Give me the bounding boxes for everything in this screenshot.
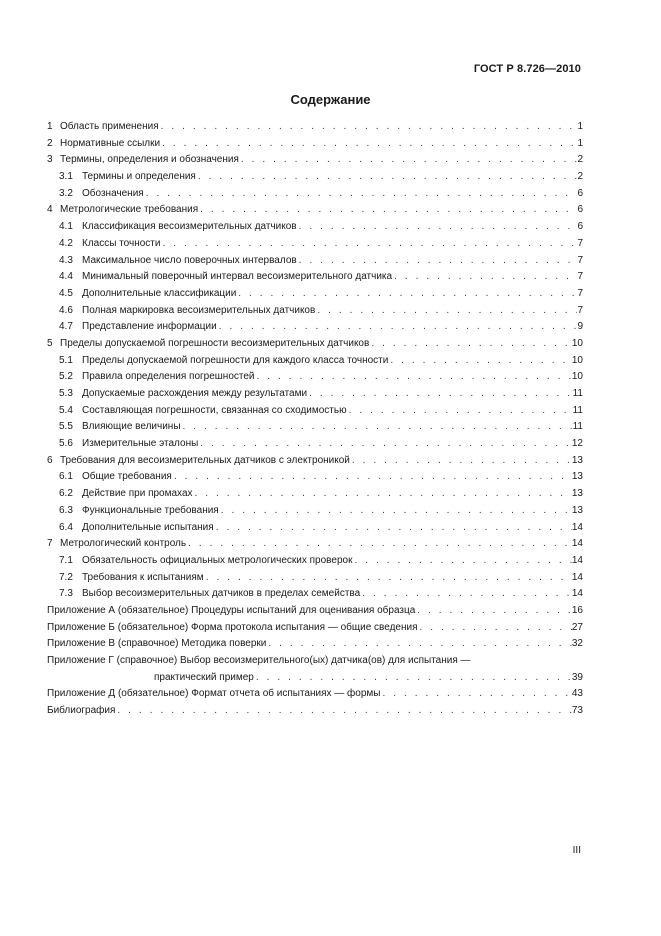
toc-entry-page: 2 (577, 154, 583, 166)
toc-entry-title: Приложение Д (обязательное) Формат отчета об испытаниях — формы (47, 688, 381, 699)
toc-entry-title: Пределы допускаемой погрешности весоизмерительных датчиков (60, 337, 370, 349)
toc-leader-dots (214, 520, 572, 537)
toc-entry-number: 6.4 (59, 521, 73, 533)
toc-entry-page: 6 (577, 221, 583, 233)
toc-entry-page: 14 (571, 538, 583, 550)
toc-row (47, 636, 583, 653)
toc-entry-number: 2 (47, 137, 53, 149)
toc-entry-title: Выбор весоизмерительных датчиков в пределах семейства (82, 588, 361, 600)
toc-entry-number: 3.2 (59, 187, 73, 199)
toc-row (59, 403, 583, 420)
toc-entry-title: Приложение Г (справочное) Выбор весоизмерительного(ых) датчика(ов) для испытания — (47, 655, 471, 666)
toc-entry[interactable] (47, 653, 583, 686)
toc-row (59, 269, 583, 286)
toc-entry-title: Составляющая погрешности, связанная со сходимостью (82, 404, 347, 416)
toc-entry[interactable] (47, 486, 583, 503)
toc-entry-number: 6.2 (59, 488, 73, 500)
toc-entry-number: 6.3 (59, 504, 73, 516)
toc-entry-page: 6 (577, 187, 583, 199)
toc-leader-dots (186, 536, 572, 553)
toc-entry[interactable] (47, 453, 583, 470)
toc-entry-title: Термины, определения и обозначения (60, 154, 239, 166)
toc-row (47, 152, 583, 169)
toc-entry-title: Приложение Б (обязательное) Форма протокола испытания — общие сведения (47, 621, 418, 633)
toc-entry-page: 39 (571, 672, 583, 683)
table-of-contents (47, 119, 583, 719)
toc-row (59, 186, 583, 203)
toc-leader-dots (380, 686, 571, 703)
toc-leader-dots (159, 119, 578, 136)
toc-entry-number: 7.3 (59, 588, 73, 600)
toc-leader-dots (181, 419, 573, 436)
toc-entry-page: 32 (571, 638, 583, 650)
toc-entry-title: Область применения (60, 121, 159, 132)
toc-entry[interactable] (47, 570, 583, 587)
toc-row (47, 536, 583, 553)
document-code: ГОСТ Р 8.726—2010 (473, 63, 581, 75)
toc-entry-number: 3.1 (59, 171, 73, 183)
toc-entry[interactable] (47, 119, 583, 136)
toc-leader-dots (193, 486, 572, 503)
toc-entry[interactable] (47, 202, 583, 219)
toc-entry-page: 10 (571, 371, 583, 383)
toc-entry-title-continued: практический пример (154, 672, 254, 683)
toc-entry-number: 5.5 (59, 421, 73, 433)
toc-entry-page: 13 (571, 471, 583, 483)
toc-entry-page: 9 (577, 321, 583, 333)
toc-entry[interactable] (47, 553, 583, 570)
toc-entry-page: 13 (571, 504, 583, 516)
toc-leader-dots (350, 453, 572, 470)
toc-entry-number: 4.6 (59, 304, 73, 316)
toc-leader-dots (266, 636, 572, 653)
toc-entry-title: Влияющие величины (82, 421, 181, 433)
toc-entry-page: 1 (577, 137, 583, 149)
toc-entry-title: Функциональные требования (82, 504, 219, 516)
toc-row (59, 436, 583, 453)
toc-entry-page: 7 (577, 254, 583, 266)
toc-entry[interactable] (47, 620, 583, 637)
toc-entry-page: 14 (571, 588, 583, 600)
toc-entry-title: Дополнительные испытания (82, 521, 214, 533)
toc-entry-number: 5.6 (59, 438, 73, 450)
toc-entry-number: 4.5 (59, 287, 73, 299)
toc-row (47, 686, 583, 703)
toc-entry-title: Минимальный поверочный интервал весоизмерительного датчика (82, 271, 393, 283)
toc-entry[interactable] (47, 219, 583, 236)
toc-leader-dots (254, 669, 572, 686)
toc-row (47, 119, 583, 136)
toc-entry-page: 14 (571, 521, 583, 533)
toc-entry-page: 7 (577, 271, 583, 283)
toc-entry[interactable] (47, 269, 583, 286)
toc-entry-number: 1 (47, 121, 53, 132)
toc-row (59, 570, 583, 587)
toc-entry[interactable] (47, 286, 583, 303)
page-number: III (572, 845, 581, 856)
toc-leader-dots (160, 236, 577, 253)
toc-entry-number: 4.1 (59, 221, 73, 233)
toc-entry-title: Действие при промахах (82, 488, 193, 500)
toc-entry-page: 14 (571, 554, 583, 566)
toc-entry-title: Требования к испытаниям (82, 571, 204, 583)
toc-leader-dots (307, 386, 573, 403)
toc-entry-page: 11 (572, 388, 583, 399)
toc-entry-page: 73 (571, 704, 583, 716)
toc-entry[interactable] (47, 369, 583, 386)
toc-entry-page: 1 (577, 121, 583, 132)
toc-entry-page: 7 (577, 237, 583, 249)
toc-row (59, 219, 583, 236)
toc-entry-page: 14 (571, 571, 583, 583)
toc-row (47, 620, 583, 637)
toc-row (59, 520, 583, 537)
toc-leader-dots (172, 469, 572, 486)
toc-leader-dots (388, 353, 572, 370)
toc-entry-title: Нормативные ссылки (60, 137, 161, 149)
toc-entry-title: Дополнительные классификации (82, 287, 237, 299)
toc-row (59, 469, 583, 486)
toc-entry-title: Метрологический контроль (60, 538, 187, 550)
toc-row (59, 586, 583, 603)
toc-leader-dots (198, 202, 577, 219)
toc-entry[interactable] (47, 386, 583, 403)
toc-leader-dots (160, 136, 577, 153)
toc-leader-dots (352, 553, 571, 570)
toc-row (59, 419, 583, 436)
toc-leader-dots (315, 303, 577, 320)
toc-entry-title: Допускаемые расхождения между результатами (82, 388, 308, 399)
toc-entry-title: Термины и определения (82, 171, 196, 183)
toc-entry-title: Обозначения (82, 187, 144, 199)
toc-entry-number: 4 (47, 204, 53, 216)
toc-title: Содержание (290, 92, 371, 107)
toc-entry[interactable] (47, 186, 583, 203)
toc-entry[interactable] (47, 353, 583, 370)
toc-entry-number: 6 (47, 454, 53, 466)
toc-entry-number: 4.3 (59, 254, 73, 266)
toc-entry-number: 7 (47, 538, 53, 550)
toc-entry-title: Измерительные эталоны (82, 438, 199, 450)
toc-entry-page: 13 (571, 488, 583, 500)
toc-entry-number: 4.7 (59, 321, 73, 333)
toc-entry-title: Представление информации (82, 321, 217, 333)
toc-entry[interactable] (47, 703, 583, 720)
toc-row (59, 353, 583, 370)
toc-entry-number: 5.2 (59, 371, 73, 383)
toc-entry-title: Классы точности (82, 237, 161, 249)
toc-row (59, 236, 583, 253)
toc-entry-title: Библиография (47, 704, 116, 716)
toc-row (59, 503, 583, 520)
toc-entry-title: Требования для весоизмерительных датчиков с электроникой (60, 454, 350, 466)
toc-row (59, 553, 583, 570)
toc-entry[interactable] (47, 236, 583, 253)
toc-leader-dots (236, 286, 577, 303)
toc-entry-title: Пределы допускаемой погрешности для каждого класса точности (82, 354, 389, 366)
toc-entry-page: 11 (572, 421, 583, 433)
toc-entry[interactable] (47, 586, 583, 603)
toc-entry-number: 4.4 (59, 271, 73, 283)
toc-entry-title: Приложение В (справочное) Методика поверки (47, 638, 267, 650)
toc-entry[interactable] (47, 169, 583, 186)
toc-leader-dots (219, 503, 572, 520)
toc-leader-dots (347, 403, 573, 420)
toc-leader-dots (255, 369, 572, 386)
toc-entry-title: Метрологические требования (60, 204, 199, 216)
toc-leader-dots (144, 186, 578, 203)
toc-entry-title: Полная маркировка весоизмерительных датчиков (82, 304, 316, 316)
toc-entry[interactable] (47, 520, 583, 537)
toc-row (59, 486, 583, 503)
toc-entry-number: 5 (47, 337, 53, 349)
toc-entry[interactable] (47, 603, 583, 620)
toc-entry[interactable] (47, 136, 583, 153)
toc-entry-number: 7.1 (59, 554, 73, 566)
toc-entry-page: 27 (571, 621, 583, 633)
toc-entry[interactable] (47, 403, 583, 420)
toc-row (47, 202, 583, 219)
toc-leader-dots (415, 603, 572, 620)
toc-row (59, 319, 583, 336)
toc-row (47, 669, 583, 686)
toc-entry[interactable] (47, 686, 583, 703)
toc-entry-title: Обязательность официальных метрологических проверок (82, 554, 353, 566)
toc-row (59, 286, 583, 303)
toc-entry-number: 6.1 (59, 471, 73, 483)
toc-entry-page: 2 (577, 171, 583, 183)
toc-entry[interactable] (47, 303, 583, 320)
toc-leader-dots (360, 586, 572, 603)
toc-entry[interactable] (47, 436, 583, 453)
toc-entry[interactable] (47, 419, 583, 436)
toc-entry-page: 43 (571, 688, 583, 699)
toc-row (47, 453, 583, 470)
toc-row (47, 603, 583, 620)
toc-leader-dots (418, 620, 572, 637)
toc-leader-dots (204, 570, 572, 587)
toc-row (59, 253, 583, 270)
toc-entry[interactable] (47, 636, 583, 653)
toc-entry-title: Правила определения погрешностей (82, 371, 255, 383)
toc-entry-number: 3 (47, 154, 53, 166)
toc-row (47, 136, 583, 153)
toc-entry-number: 5.3 (59, 388, 73, 399)
toc-entry[interactable] (47, 319, 583, 336)
toc-row (59, 386, 583, 403)
toc-entry[interactable] (47, 536, 583, 553)
toc-entry-number: 5.4 (59, 404, 73, 416)
toc-leader-dots (198, 436, 572, 453)
toc-entry-page: 12 (571, 438, 583, 450)
toc-entry-page: 10 (571, 337, 583, 349)
toc-leader-dots (239, 152, 578, 169)
toc-entry[interactable] (47, 336, 583, 353)
toc-row (59, 169, 583, 186)
toc-leader-dots (217, 319, 578, 336)
toc-entry-page: 7 (577, 304, 583, 316)
toc-leader-dots (392, 269, 577, 286)
toc-entry-page: 13 (571, 454, 583, 466)
toc-entry[interactable] (47, 503, 583, 520)
toc-entry-title: Классификация весоизмерительных датчиков (82, 221, 297, 233)
toc-entry-page: 7 (577, 287, 583, 299)
toc-entry[interactable] (47, 469, 583, 486)
toc-leader-dots (115, 703, 571, 720)
toc-entry[interactable] (47, 152, 583, 169)
toc-entry-page: 10 (571, 354, 583, 366)
toc-row (47, 336, 583, 353)
toc-entry-number: 5.1 (59, 354, 73, 366)
toc-entry-number: 4.2 (59, 237, 73, 249)
toc-entry-title: Приложение А (обязательное) Процедуры испытаний для оценивания образца (47, 604, 416, 616)
toc-leader-dots (297, 253, 578, 270)
toc-row (59, 369, 583, 386)
toc-entry-page: 6 (577, 204, 583, 216)
toc-entry-page: 16 (571, 604, 583, 616)
toc-entry[interactable] (47, 253, 583, 270)
toc-row (47, 703, 583, 720)
toc-entry-number: 7.2 (59, 571, 73, 583)
toc-entry-title: Максимальное число поверочных интервалов (82, 254, 297, 266)
toc-row (59, 303, 583, 320)
toc-entry-title: Общие требования (82, 471, 172, 483)
toc-leader-dots (297, 219, 578, 236)
toc-entry-page: 11 (572, 404, 583, 416)
toc-leader-dots (196, 169, 578, 186)
toc-leader-dots (369, 336, 572, 353)
